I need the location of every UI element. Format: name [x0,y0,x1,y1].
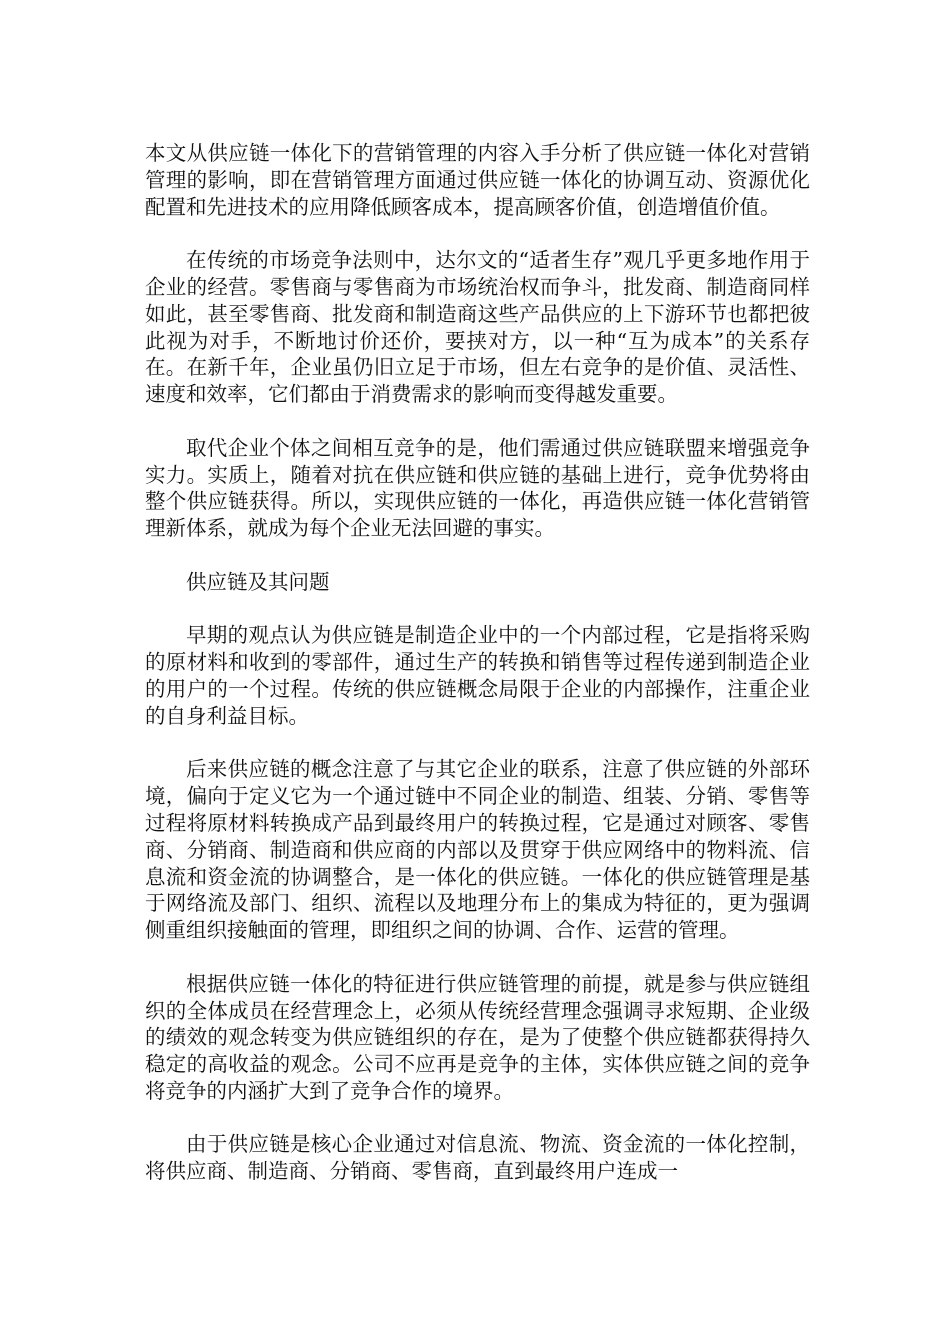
section-heading: 供应链及其问题 [186,569,330,594]
body-paragraph: 根据供应链一体化的特征进行供应链管理的前提，就是参与供应链组织的全体成员在经营理念上，必须从传统经营理念强调寻求短期、企业级的绩效的观念转变为供应链组织的存在，是为了使整个供应链都获得持久稳定的高收益的观念。公司不应再是竞争的主体，实体供应链之间的竞争将竞争的内涵扩大到了竞争合作的境界。 [145,971,810,1103]
body-paragraph: 早期的观点认为供应链是制造企业中的一个内部过程，它是指将采购的原材料和收到的零部件，通过生产的转换和销售等过程传递到制造企业的用户的一个过程。传统的供应链概念局限于企业的内部操作，注重企业的自身利益目标。 [145,623,810,728]
intro-paragraph: 本文从供应链一体化下的营销管理的内容入手分析了供应链一体化对营销管理的影响，即在营销管理方面通过供应链一体化的协调互动、资源优化配置和先进技术的应用降低顾客成本，提高顾客价值，创造增值价值。 [145,141,810,219]
body-paragraph: 后来供应链的概念注意了与其它企业的联系，注意了供应链的外部环境，偏向于定义它为一个通过链中不同企业的制造、组装、分销、零售等过程将原材料转换成产品到最终用户的转换过程，它是通过对顾客、零售商、分销商、制造商和供应商的内部以及贯穿于供应网络中的物料流、信息流和资金流的协调整合，是一体化的供应链。一体化的供应链管理是基于网络流及部门、组织、流程以及地理分布上的集成为特征的，更为强调侧重组织接触面的管理，即组织之间的协调、合作、运营的管理。 [145,757,810,943]
document-body [145,140,810,1212]
body-paragraph: 由于供应链是核心企业通过对信息流、物流、资金流的一体化控制，将供应商、制造商、分销商、零售商，直到最终用户连成一 [145,1132,810,1184]
body-paragraph: 取代企业个体之间相互竞争的是，他们需通过供应链联盟来增强竞争实力。实质上，随着对抗在供应链和供应链的基础上进行，竞争优势将由整个供应链获得。所以，实现供应链的一体化，再造供应链一体化营销管理新体系，就成为每个企业无法回避的事实。 [145,435,810,541]
body-paragraph: 在传统的市场竞争法则中，达尔文的“适者生存”观几乎更多地作用于企业的经营。零售商与零售商为市场统治权而争斗，批发商、制造商同样如此，甚至零售商、批发商和制造商这些产品供应的上下游环节也都把彼此视为对手，不断地讨价还价，要挟对方，以一种“互为成本”的关系存在。在新千年，企业虽仍旧立足于市场，但左右竞争的是价值、灵活性、速度和效率，它们都由于消费需求的影响而变得越发重要。 [145,248,810,407]
